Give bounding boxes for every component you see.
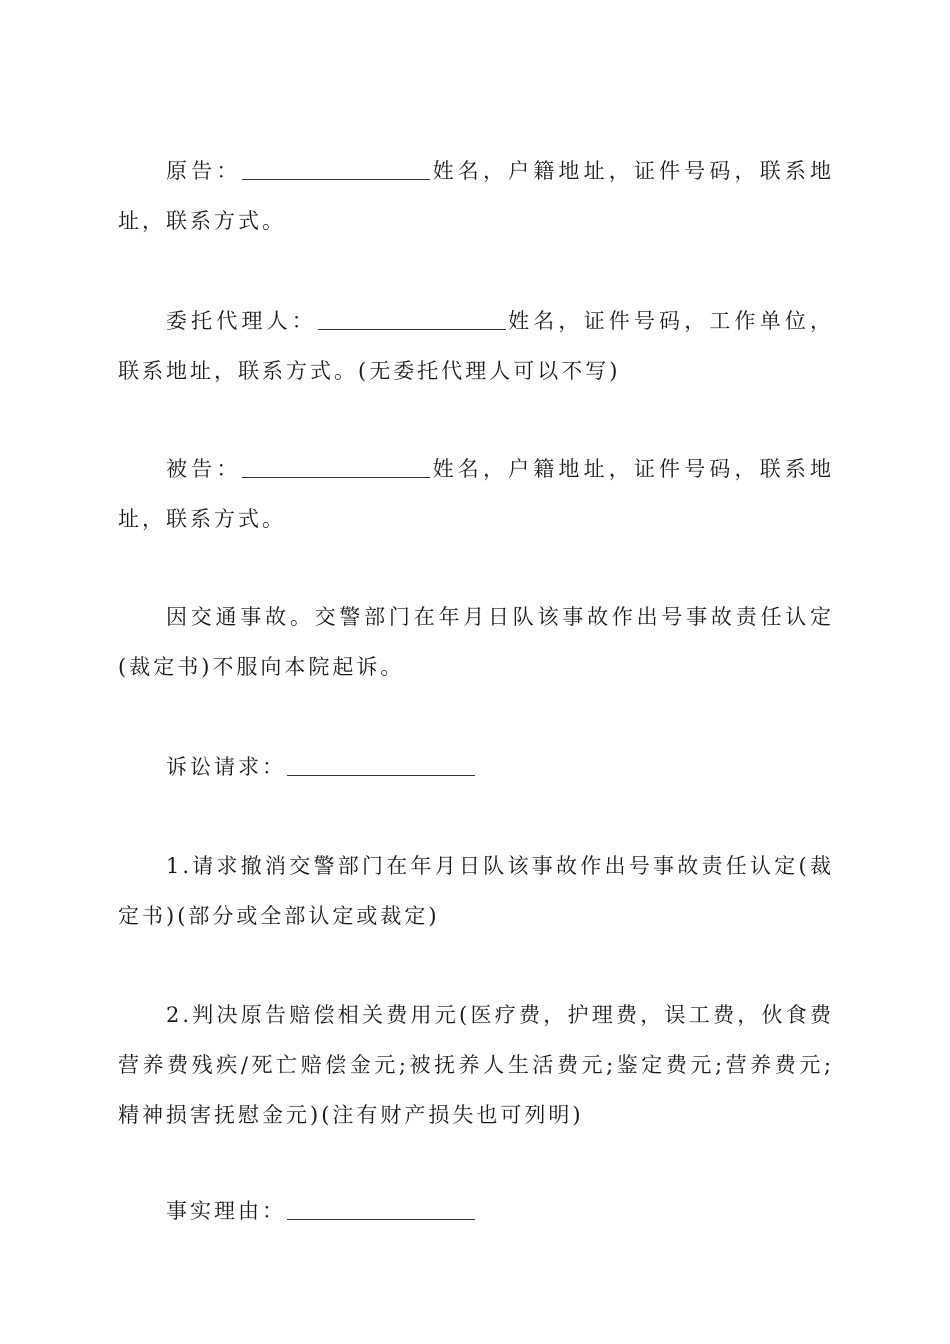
claim-1-paragraph: 1.请求撤消交警部门在年月日队该事故作出号事故责任认定(裁定书)(部分或全部认定或裁定) xyxy=(118,854,834,928)
claims-blank-line[interactable] xyxy=(287,755,475,776)
plaintiff-fields: 姓名，户籍地址，证件号码，联系地址，联系方式。 xyxy=(118,159,835,233)
defendant-blank-line[interactable] xyxy=(242,457,430,478)
agent-fields: 姓名，证件号码，工作单位，联系地址，联系方式。(无委托代理人可以不写) xyxy=(118,309,835,383)
facts-blank-line[interactable] xyxy=(287,1199,475,1220)
plaintiff-label: 原告： xyxy=(166,159,242,183)
agent-blank-line[interactable] xyxy=(318,309,506,330)
claim-2-paragraph: 2.判决原告赔偿相关费用元(医疗费，护理费，误工费，伙食费营养费残疾/死亡赔偿金元;被抚养人生活费元;鉴定费元;营养费元;精神损害抚慰金元)(注有财产损失也可列明) xyxy=(118,1003,834,1127)
agent-label: 委托代理人： xyxy=(166,309,317,333)
claims-label: 诉讼请求： xyxy=(166,755,286,779)
facts-label: 事实理由： xyxy=(166,1199,286,1223)
claims-heading xyxy=(118,742,834,792)
cause-paragraph: 因交通事故。交警部门在年月日队该事故作出号事故责任认定(裁定书)不服向本院起诉。 xyxy=(118,605,834,679)
plaintiff-paragraph xyxy=(118,146,834,246)
plaintiff-blank-line[interactable] xyxy=(242,159,430,180)
defendant-fields: 姓名，户籍地址，证件号码，联系地址，联系方式。 xyxy=(118,457,835,531)
facts-heading xyxy=(118,1186,834,1236)
defendant-paragraph xyxy=(118,444,834,544)
agent-paragraph xyxy=(118,296,834,396)
defendant-label: 被告： xyxy=(166,457,242,481)
